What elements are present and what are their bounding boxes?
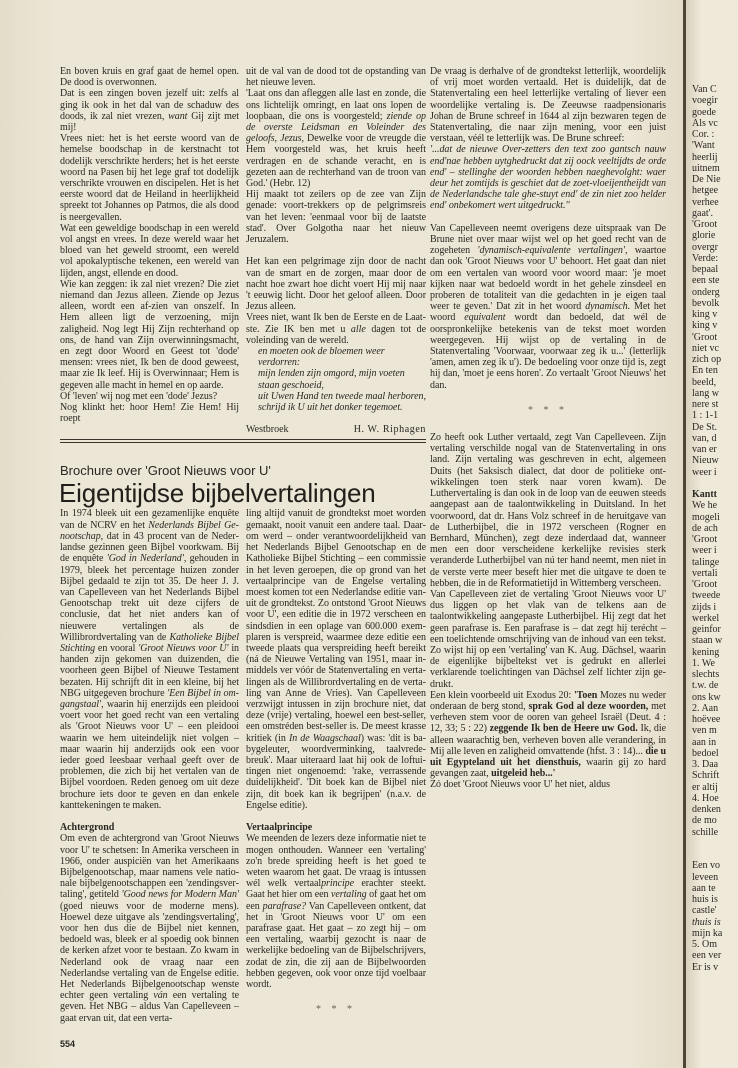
fragment-line: onderg [692, 286, 720, 298]
paragraph [246, 312, 426, 346]
text-run: Dat is een zingen boven jezelf uit: zelfs al ging ik ook in het dal van de schaduw des doods, ik zal niet vrezen, [60, 88, 239, 122]
article-continuation-column-top [430, 66, 666, 391]
fragment-line: hoëvee [692, 714, 721, 725]
article-column-2 [246, 508, 426, 1031]
fragment-line: 2. Aan [692, 702, 719, 714]
bold-text: sprak God al deze woorden, [528, 700, 649, 712]
fragment-line: er altij [692, 781, 718, 793]
fragment-line: ons kw [692, 691, 721, 703]
fragment-line: de ach [692, 522, 718, 534]
fragment-line: uitnem [692, 162, 720, 174]
fragment-line: king v [692, 309, 718, 320]
article-columns [60, 508, 426, 1031]
fragment-line: Als vc [692, 117, 718, 129]
fragment-line: king v [692, 320, 718, 332]
text-run: Zó doet 'Groot Nieuws voor U' het niet, aldus [430, 779, 610, 791]
fragment-line: voegir [692, 95, 718, 107]
paragraph [246, 189, 426, 245]
bold-text: zeggende Ik ben de Heere uw God. [489, 723, 638, 735]
fragment-line [692, 849, 738, 860]
text-run: In 1974 bleek uit een gezamenlijke enquête van de NCRV en het [60, 508, 239, 531]
fragment-line: Nieuw [692, 455, 719, 467]
text-run: Vertaalprincipe [246, 822, 313, 834]
paragraph [430, 589, 666, 690]
fragment-line: gaat'. [692, 207, 713, 219]
fragment-line: een ste [692, 275, 720, 287]
fragment-line: werkel [692, 612, 720, 624]
text-run: erachter steekt. Gaat het hier om een [246, 878, 427, 901]
fragment-line: thuis is [692, 916, 721, 928]
italic-text: parafrase? [262, 900, 307, 912]
text-run: uit de val van de dood tot de opstanding van het nieuwe leven. [246, 66, 426, 89]
text-run: En boven kruis en graf gaat de hemel open. De dood is overwonnen. [60, 66, 239, 89]
paragraph [60, 279, 239, 391]
text-run: Wie kan zeggen: ik zal niet vrezen? Die ziet niemand dan Jezus alleen. Ziende op Jezus alleen, wordt een af-zien van onszelf. In Hem alleen ligt de verzoening, mijn zaligheid. Nog legt Hij Zijn rechterhand op ons, de hand van Zijn overwinningsmacht, en zegt door Woord en Geest tot 'dode' mensen: vrees niet, Ik ben de dood geweest, maar zie Ik leef. Hij is Overwinnaar; Hem is gegeven alle macht in hemel en op aarde. [60, 278, 239, 391]
paragraph [60, 88, 239, 133]
paragraph [246, 256, 426, 312]
article-title: Eigentijdse bijbelvertalingen [59, 478, 376, 509]
fragment-line: Verde: [692, 252, 719, 264]
text-run: Vrees niet, want Ik ben de Eerste en de Laatste. Zie IK ben met u [246, 312, 426, 335]
text-run: Of 'leven' wij nog met een 'dode' Jezus? [60, 390, 218, 402]
article-kicker: Brochure over 'Groot Nieuws voor U' [60, 463, 271, 479]
fragment-line: overgr [692, 241, 718, 253]
fragment-line: 'Groot [692, 331, 718, 343]
fragment-line: Cor. : [692, 129, 715, 140]
fragment-line: 'Groot [692, 579, 718, 590]
text-run: , waartoe dan ook 'Groot Nieuws voor U' behoort. Het gaat dan niet om een vertalen van woord voor woord maar: 'je moet kijken naar wat bedoeld wordt in het gehele zinsdeel en proberen de totaliteit van die gedachten in je eigen taal weer te geven.' Dat zit in het woord [430, 245, 666, 313]
poem-line [246, 368, 426, 390]
text-run: * * * [528, 404, 568, 416]
page-number: 554 [60, 1039, 76, 1050]
text-run: Een klein voorbeeld uit Exodus 20: [430, 689, 574, 701]
fragment-line: En ten [692, 365, 718, 377]
fragment-line: De Nie [692, 174, 721, 185]
poem-line [246, 391, 426, 402]
fragment-line: staan w [692, 635, 723, 647]
text-run: . Met het woord [430, 301, 666, 324]
signature-line [246, 424, 426, 435]
poem-line [246, 346, 426, 368]
fragment-line: lang w [692, 387, 719, 399]
text-run: , gehouden in 1979, bleek het percentage huizen zonder Bijbel gedaald te zijn tot 35. De heer J. J. van Capelleveen van het Nederlands Bijbel Genootschap trekt uit deze cijfers de conclusie, dat het niet anders kan of nieuwere vertalingen als de Willibrordvertaling van de [60, 553, 239, 643]
fragment-line: schille [692, 826, 719, 838]
text-run: Nog klinkt het: hoor Hem! Zie Hem! Hij roept [60, 402, 239, 425]
text-run: Wat een geweldige boodschap in een wereld vol angst en vrees. In deze wereld waar het bloed van het geweld stroomt, een wereld vol apokalyptische tekenen, een wereld van lijden, angst, ellende en dood. [60, 222, 239, 279]
italic-text: ziende op de overste Leidsman en Voleinder des geloofs, Jezus, [246, 110, 426, 145]
text-run: Zo heeft ook Luther vertaald, zegt Van Capelleveen. Zijn vertaling verschilde nogal van de Statenvertaling in ons land. Zijn vertaling was geschreven in echt, algemeen Duits (het Saksisch dialect, dat door de politieke ontwikkelingen toen sterk naar voren kwam). De Luthervertaling is dan ook in de loop van de eeuwen steeds aangepast aan de taalontwikkeling in Duitsland. In het voorwoord, dat dr. Hans Volz schreef in de heruitgave van de Lutherbijbel, die in 1972 verscheen (Rogner en Bernhard, München), zegt deze inderdaad dat, wanneer men een door verscheidene kerkelijke revisies sterk veranderde Lutherbijbel van nú ter hand neemt, men niet in de verste verte meer beseft hier met die uitgave te doen te hebben, die in de Reformatietijd in Wittemberg verscheen. [430, 432, 666, 589]
fragment-line: leveen [692, 871, 719, 883]
signature-place: Westbroek [246, 424, 289, 436]
text-run: een vertaling te geven. Het NBG – aldus Van Capelleveen – gaat ervan uit, dat een verta- [60, 990, 239, 1024]
italic-text: Katholieke Bijbel Stichting [60, 631, 239, 654]
fragment-line: 'Groot [692, 219, 718, 230]
text-run: ) was: 'dit is babygeleuter, woordverminking, taalvredebreuk'. Maar uiteraard laat hij ook de loftuitingen niet ongenoemd: 'rake, verrassende duidelijkheid'. 'Dit boek kan de Bijbel niet zijn, dit boek kan ik begrijpen' (n.a.v. de Engelse editie). [246, 732, 426, 811]
fragment-line: We he [692, 500, 718, 512]
fragment-line: bepaal [692, 264, 719, 275]
text-run: wordt dan bedoeld, dat wél de oorspronkelijke betekenis van de tekst moet worden weergegeven. Hij wijst op de vertaling in de Statenvertaling 'Voorwaar, voorwaar zeg ik u...' (letterlijk 'amen, amen zeg ik u'). De bedoeling voor onze tijd is, zegt hij dan, 'moet je eens horen'. Zo vertaalt 'Groot Nieuws' het dan. [430, 312, 666, 391]
fragment-line: zich op [692, 354, 722, 365]
fragment-line: weer i [692, 466, 717, 478]
text-run: * * * [316, 1004, 356, 1016]
italic-text: In de Waagschaal [288, 732, 361, 744]
meditation-column-2 [246, 66, 426, 413]
italic-text: 'dynamisch-equivalente vertalingen' [477, 245, 625, 257]
fragment-line: bedoel [692, 747, 719, 759]
fragment-line: weer i [692, 545, 717, 557]
text-run: Achtergrond [60, 822, 115, 834]
fragment-line: een ver [692, 950, 722, 962]
text-run: Hij maakt tot zeilers op de zee van Zijn genade: voort-trekkers op de pelgrimsreis van het leven: 'eenmaal voor bij de laatste stad'. Over Golgotha naar het nieuw Jeruzalem. [246, 189, 426, 246]
fragment-line: 1. We [692, 657, 715, 669]
paragraph [60, 833, 239, 1023]
section-heading [246, 822, 426, 833]
fragment-line [692, 478, 738, 489]
signature-author: H. W. Riphagen [353, 424, 426, 436]
text-run: en moeten ook de bloemen weer verdorren: [258, 346, 385, 369]
text-run: of gaat het om een [246, 889, 426, 912]
fragment-line: denken [692, 804, 721, 815]
fragment-line: Kantt [692, 489, 717, 500]
fragment-line: Van C [692, 84, 717, 95]
right-column-area [430, 66, 666, 791]
fragment-line: mijn ka [692, 927, 723, 939]
fragment-line: vertali [692, 567, 718, 579]
fragment-line: verhee [692, 196, 719, 208]
fragment-line: aan in [692, 736, 717, 748]
fragment-line: beeld, [692, 376, 717, 388]
text-run: (goed nieuws voor de moderne mens). Hoewel deze uitgave als 'zendingsvertaling', voor hen dus die de Bijbel niet kennen, bedoeld was, bleek er al spoedig ook binnen de kerken afzet voor te bestaan. Zo kwam in Nederland ook de vraag naar een Nederlandse vertaling van de Engelse editie. Het Nederlands Bijbelgenootschap wenste echter geen vertaling [60, 900, 239, 1002]
paragraph [430, 223, 666, 391]
paragraph [430, 432, 666, 589]
paragraph [246, 833, 426, 990]
text-run: Dewelke voor de vreugde die Hem voorgesteld was, het kruis heeft verdragen en de schande veracht, en is gezeten aan de rechterhand van de troon van God.' (Hebr. 12) [246, 133, 426, 190]
section-divider [60, 439, 426, 443]
fragment-line: glorie [692, 230, 716, 242]
paragraph [246, 508, 426, 810]
italic-text: dynamisch [585, 301, 628, 313]
text-run: Vrees niet: het is het eerste woord van de hemelse boodschap in de kerstnacht tot dodelijk verschrikte herders; het is het eerste woord na Pasen bij het lege graf tot dodelijk verschrikte vrouwen en discipelen. Het is het eerste woord dat de Heiland in heerlijkheid spreekt tot Johannes op Patmos, die als dood is neergevallen. [60, 133, 239, 223]
section-break-stars [430, 405, 666, 416]
fragment-line: t.w. de [692, 680, 719, 692]
text-run: De vraag is derhalve of de grondtekst letterlijk, woordelijk of vrij moet worden vertaald. Het is duidelijk, dat de Statenvertaling een heel letterlijke vertaling of liever een woordelijke vertaling is. De Zeeuwse raadpensionaris Johan de Brune schreef in 1644 al zijn bezwaren tegen de Statenvertaling, die naar zijn mening, voor een juist verstaan, véél te letterlijk was. De Brune schreef: [430, 66, 666, 145]
fragment-line: 'Want [692, 140, 715, 152]
italic-text: vertaling [330, 889, 367, 901]
fragment-line: van er [692, 444, 717, 455]
poem-line [246, 402, 426, 413]
paragraph [60, 508, 239, 810]
italic-text: want [168, 110, 188, 122]
left-columns-area [60, 66, 426, 1050]
fragment-line: talinge [692, 556, 720, 568]
fragment-line: Er is v [692, 961, 719, 973]
next-page-column-fragment [692, 84, 738, 973]
text-run: Van Capelleveen ontkent, dat het in 'Groot Nieuws voor U' om een parafrase gaat. Het gaat – zo zegt hij – om een vertaling, waarbij gezocht is naar de werkelijke bedoeling van de Bijbelschrijvers, zodat de zin, die zij aan de Bijbelwoorden hebben gegeven, ook voor onze tijd voelbaar wordt. [246, 900, 426, 990]
paragraph [430, 690, 666, 780]
fragment-line: huis is [692, 894, 718, 905]
article-column-3 [430, 405, 666, 791]
bold-text: uitgeleid heb...' [491, 768, 556, 780]
text-run: 'Laat ons dan afleggen alle last en zonde, die ons lichtelijk omringt, en laat ons lopen de loopbaan, die ons is voorgesteld; [246, 88, 426, 122]
section-heading [60, 822, 239, 833]
article-column-1 [60, 508, 239, 1023]
text-run: met verheven stem voor de ooren van geheel Israël (Deut. 4 : 12, 33; 5 : 22) [430, 700, 666, 735]
text-run: Van Capelleveen neemt overigens deze uitspraak van De Brune niet over maar wijst wel op het goed recht van de zogeheten [430, 222, 666, 257]
fragment-line: 5. Om [692, 939, 717, 950]
text-run: schrijd ik U uit het donker tegemoet. [258, 402, 403, 414]
fragment-line: de mo [692, 815, 717, 827]
fragment-line: hetgee [692, 185, 719, 197]
text-run: , waarin hij enerzijds een pleidooi voert voor het goed recht van een vertaling als 'Groot Nieuws voor U' – een pleidooi waarin we hem uiteindelijk niet volgen – maar waarin hij anderzijds ook een voor ieder goed leesbaar verhaal geeft over de problemen, die zich bij het vertalen van de Bijbel voordoen. Reden genoeg om uit deze brochure iets door te geven en dan enkele kanttekeningen te maken. [60, 698, 239, 811]
fragment-line: aan te [692, 882, 716, 894]
text-run: uit Uwen Hand ten tweede maal herboren, [258, 390, 426, 402]
text-run: en vooral [95, 642, 139, 654]
italic-text: 'God in Nederland' [106, 553, 184, 565]
paragraph [430, 779, 666, 790]
fragment-line: ven m [692, 725, 717, 737]
meditation-column-1 [60, 66, 239, 425]
italic-text: equivalent [464, 312, 506, 324]
paragraph [246, 88, 426, 189]
italic-text: 'Good news for Modern Man' [121, 889, 239, 901]
fragment-line: Een vo [692, 860, 721, 872]
text-run: in handen zijn gekomen van duizenden, die voorheen geen Bijbel of Nieuwe Testament bezaten. Hij schrijft dit in een kleine, bij het NBG uitgegeven brochure [60, 642, 240, 699]
fragment-line: zijds i [692, 601, 717, 613]
italic-text: Nederlands Bijbel Genootschap [60, 519, 239, 542]
italic-text: alle [350, 323, 366, 335]
fragment-line: mogeli [692, 511, 720, 523]
paragraph [430, 144, 666, 211]
text-run: Van Capelleveen ziet de vertaling 'Groot Nieuws voor U' dus liggen op het vlak van de telkens aan de taalontwikkeling aangepaste Lutherbijbel. Hij zegt dat het geen parafrase is. Een parafrase is – dat zegt hij terécht – een toelichtende omschrijving van de inhoud van een tekst. Zo wijst hij op een 'vertaling' van K. Aug. Dächsel, waarin de eigenlijke bijbeltekst vet is gedrukt en allerlei verklarende toelichtingen van Dächsel zelf lichter zijn gedrukt. [430, 588, 666, 690]
text-run: Mozes nu weder onderaan de berg stond, [430, 689, 666, 712]
italic-text: 'Een Bijbel in omgangstaal' [60, 687, 240, 710]
fragment-line: kening [692, 646, 720, 658]
italic-text: '...dat de nieuwe Over-zetters den text zoo gantsch nauw end'nae hebben uytghedruckt dat zij oock veeltijdts de orde end' – stellinghe der woorden hebben naeghevolght: waer deur het zomtijds is geschiet dat de zoet-vloeijentheijdt van de Nederlandsche tale ghe-stuyt end' de zin niet zoo helder end' onbekomert wert uitgedruckt.'' [430, 144, 666, 212]
text-run: Ik, die alleen waarachtig ben, verheven boven alle verandering, in Mij alle leven en zaligheid omvattende (hfst. 3 : 14)... [430, 723, 666, 757]
fragment-line: niet vc [692, 342, 719, 354]
italic-text: ván [153, 990, 168, 1002]
paragraph [60, 391, 239, 402]
fragment-line: Schrift [692, 770, 720, 782]
fragment-line: 4. Hoe [692, 792, 719, 804]
paragraph [430, 66, 666, 144]
fragment-line: heerlij [692, 151, 718, 163]
paragraph [246, 66, 426, 88]
italic-text: 'Groot Nieuws voor U' [138, 642, 229, 654]
bold-text: die u uit Egypteland uit het diensthuis, [430, 745, 666, 768]
text-run: We meenden de lezers deze informatie niet te mogen onthouden. Wanneer een 'vertaling' zo'n brede spreiding heeft is het goed te weten waarom het gaat. De vraag is intussen wél welk vertaal [246, 833, 426, 890]
paragraph [60, 133, 239, 223]
fragment-line: van, d [692, 432, 717, 444]
fragment-line: 'Groot [692, 534, 718, 545]
paragraph [60, 66, 239, 88]
text-run: Het kan een pelgrimage zijn door de nacht van de smart en de zorgen, maar door de nacht hoe zwart hoe dicht voert Hij mij naar 't eeuwig licht. Door het geloof alleen. Door Jezus alleen. [246, 256, 426, 313]
fragment-line: 3. Daa [692, 759, 719, 770]
section-break-stars [246, 1004, 426, 1015]
fragment-line: geinfor [692, 624, 721, 635]
meditation-columns [60, 66, 426, 435]
fragment-line [692, 838, 738, 849]
meditation-column-2-wrapper [246, 66, 426, 435]
text-run: Gij zijt met mij! [60, 110, 239, 134]
text-run: dagen tot de voleinding van de wereld. [246, 323, 426, 346]
fragment-line: goede [692, 106, 716, 118]
fragment-line: tweede [692, 590, 721, 602]
text-run: ling altijd vanuit de grondtekst moet worden gemaakt, nooit vanuit een andere taal. Daarom werd – onder verantwoordelijkheid van het Nederlands Bijbel Genootschap en de Katholieke Bijbel Stichting – een commissie in het leven geroepen, die op grond van het vertaalprincipe van de Engelse vertaling moest komen tot een Nederlandse editie vanuit de grondtekst. Zo ontstond 'Groot Nieuws voor U', een editie die in 1972 verscheen en sindsdien in een oplage van 600.000 exemplaren is verspreid, waarmee deze editie een tweede plaats qua verspreiding heeft bereikt (ná de Nieuwe Vertaling van 1951, maar inmiddels ver vóór de Statenvertaling en vertalingen als de Willibrordvertaling en de vertaling van Anne de Vries). Van Capelleveen verzwijgt intussen in zijn brochure niet, dat deze (vrije) vertaling, hoewel een best-seller, een omstréden best-seller is. De meest krasse kritiek (in [246, 508, 426, 744]
paragraph [60, 402, 239, 424]
text-run: , dat in 43 procent van de Nederlandse gezinnen geen Bijbel voorkwam. Bij de enquête [60, 530, 239, 565]
text-run: waarin gij zo hard gevangen zaat, [430, 756, 666, 780]
fragment-line: slechts [692, 669, 720, 680]
fragment-line: nere st [692, 399, 719, 410]
fragment-line: castle' [692, 905, 717, 917]
fragment-line: bevolk [692, 297, 720, 309]
text-run: mijn lenden zijn omgord, mijn voeten staan geschoeid, [258, 368, 405, 391]
italic-text: principe [321, 878, 355, 890]
text-run: Om even de achtergrond van 'Groot Nieuws voor U' te schetsen: In Amerika verscheen in 1966, onder auspiciën van het Amerikaans Bijbelgenootschap, maar namens vele nationale bijbelgenootschappen een 'zendingsvertaling', getiteld [60, 833, 239, 901]
paragraph [60, 223, 239, 279]
bold-text: 'Toen [573, 689, 598, 701]
fragment-line: 1 : 1-1 [692, 410, 719, 422]
fragment-line: De St. [692, 421, 717, 433]
